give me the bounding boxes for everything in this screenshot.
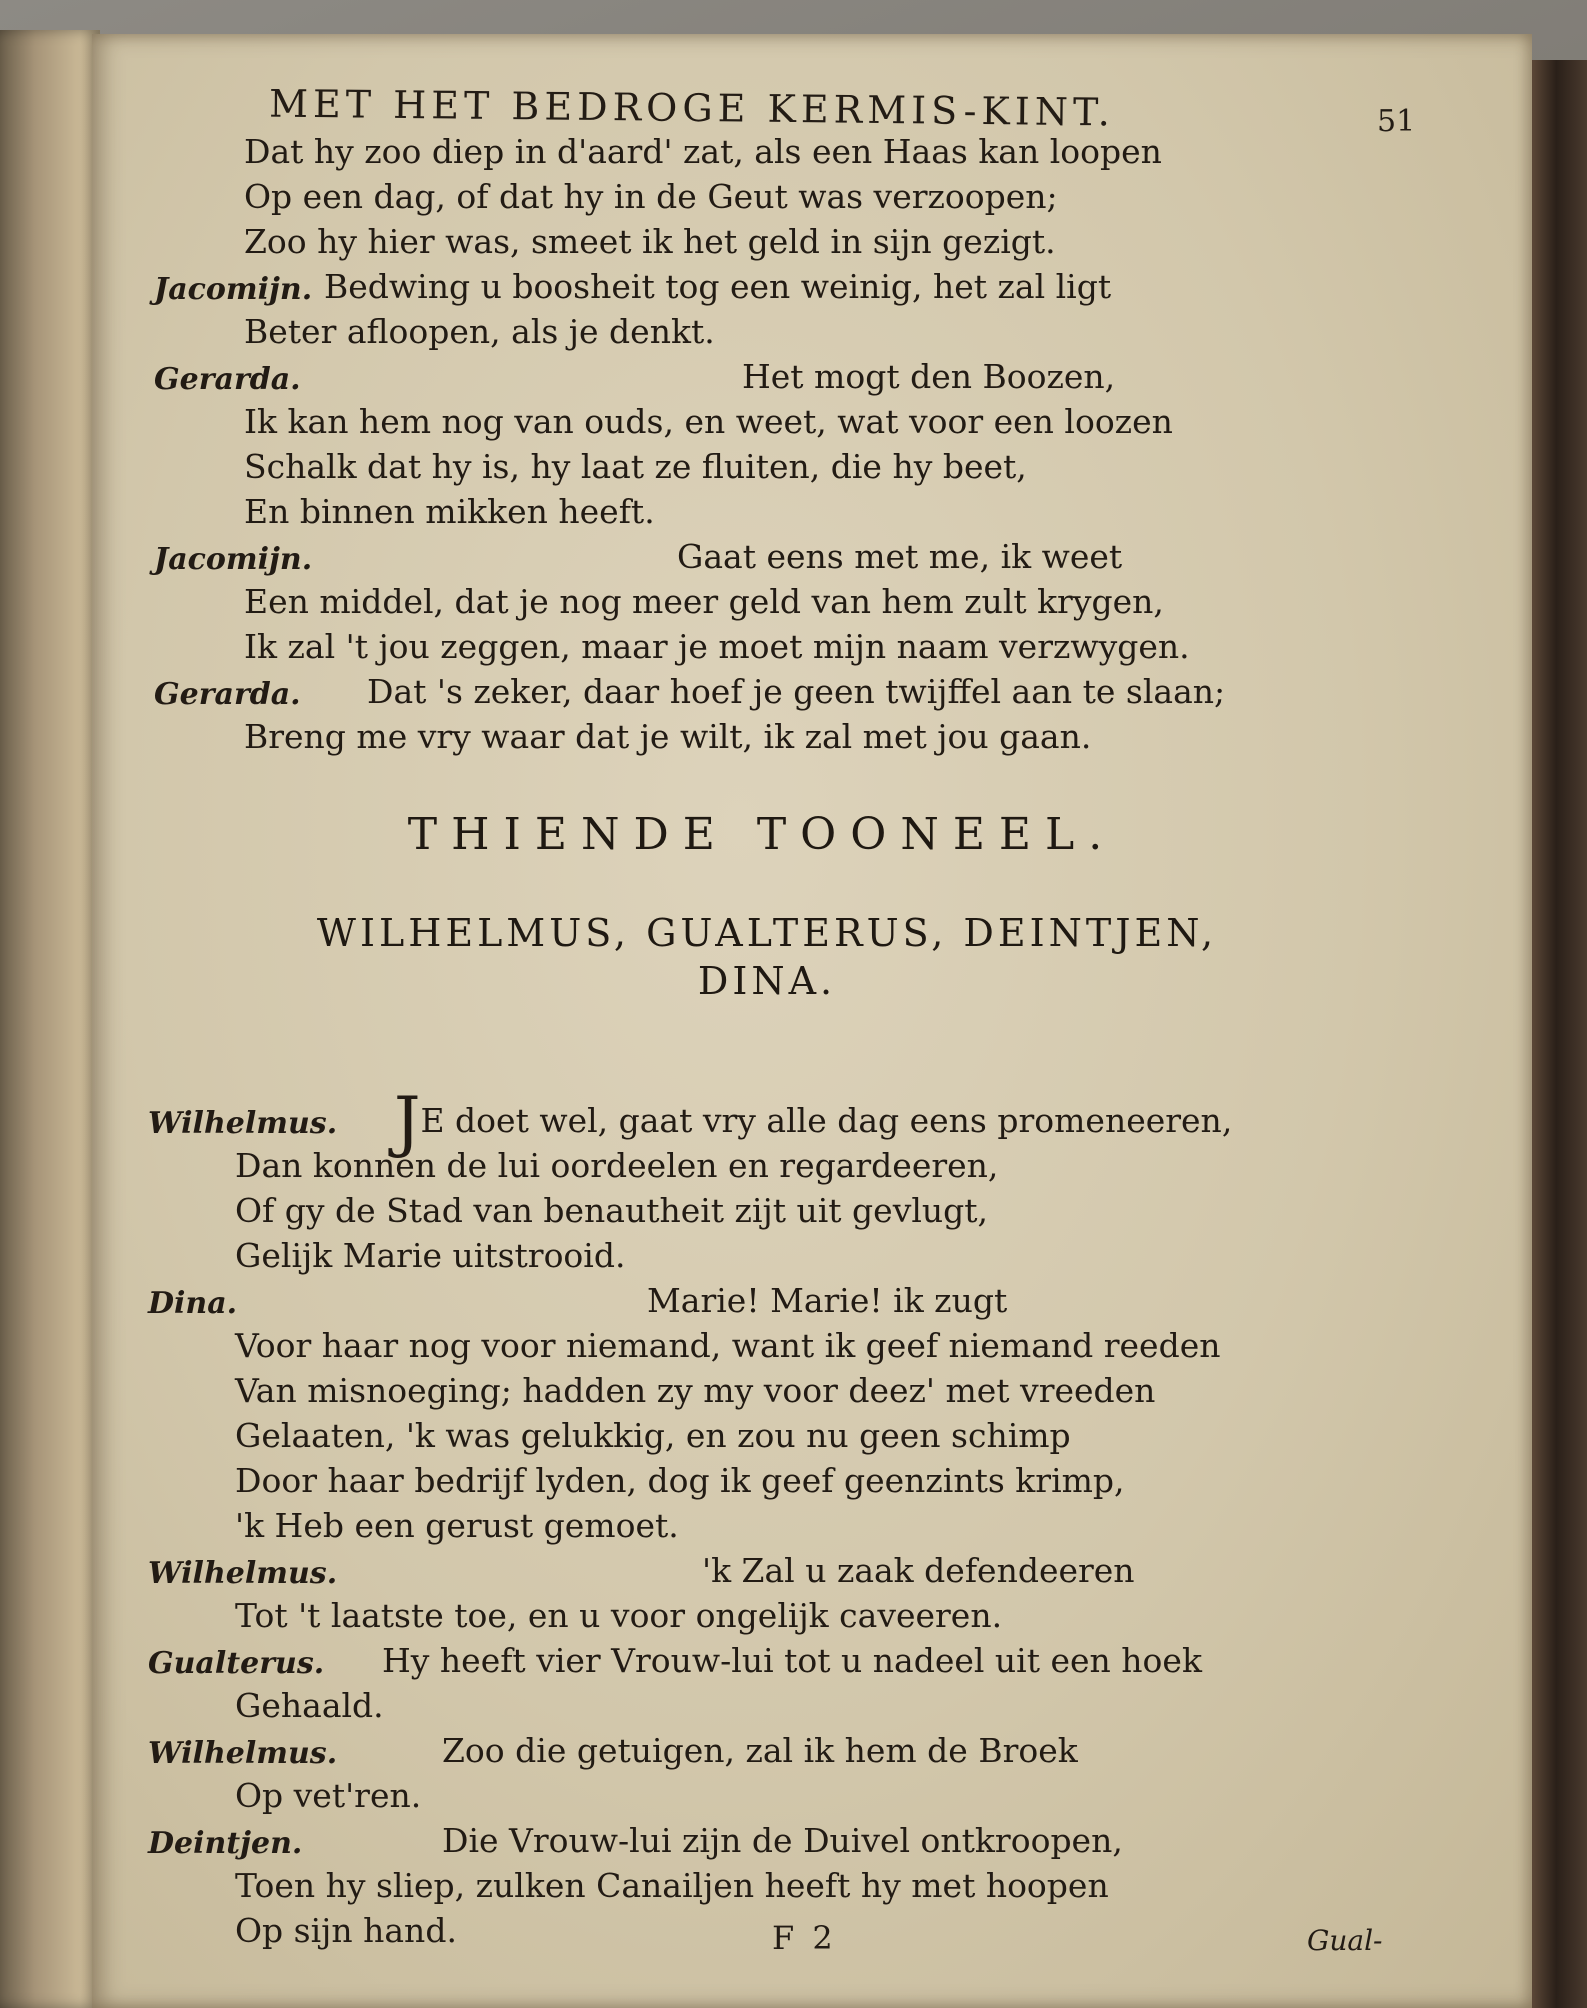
speaker-name: Wilhelmus. [148,1736,338,1771]
speaker-name: Deintjen. [148,1826,303,1861]
verse-line: Dat 's zeker, daar hoef je geen twijffel aan te slaan; [367,672,1226,711]
speaker-name: Jacomijn. [154,272,313,307]
scene-title: THIENDE TOONEEL. [407,809,1117,860]
verse-line-opening [394,1083,1233,1160]
speaker-name: Jacomijn. [154,542,313,577]
speaker-name: Gerarda. [154,362,301,397]
verse-line: Gehaald. [235,1686,384,1725]
cast-list-continued: DINA. [697,959,837,1003]
verse-line: Dat hy zoo diep in d'aard' zat, als een Haas kan loopen [244,132,1162,171]
cast-list: WILHELMUS, GUALTERUS, DEINTJEN, [316,911,1218,955]
page-number: 51 [1377,104,1416,139]
verse-line: Beter afloopen, als je denkt. [244,312,715,351]
speaker-name: Dina. [148,1286,238,1321]
verse-line: En binnen mikken heeft. [244,492,655,531]
verse-line: Het mogt den Boozen, [742,357,1116,396]
verse-line: 'k Zal u zaak defendeeren [702,1551,1135,1590]
book-page [92,34,1532,2008]
verse-line: Toen hy sliep, zulken Canailjen heeft hy met hoopen [235,1866,1109,1905]
verse-line: Die Vrouw-lui zijn de Duivel ontkroopen, [442,1821,1123,1860]
speaker-name: Wilhelmus. [148,1556,338,1591]
verse-line: Ik zal 't jou zeggen, maar je moet mijn naam verzwygen. [244,627,1190,666]
verse-line: Marie! Marie! ik zugt [647,1281,1008,1320]
running-head: MET HET BEDROGE KERMIS-KINT. [268,81,1116,135]
verse-line: Van misnoeging; hadden zy my voor deez' met vreeden [235,1371,1156,1410]
verse-line: Op vet'ren. [235,1776,422,1815]
drop-cap: J [394,1083,421,1160]
verse-line: Dan konnen de lui oordeelen en regardeeren, [235,1146,999,1185]
catchword: Gual- [1307,1924,1383,1957]
verse-line: Hy heeft vier Vrouw-lui tot u nadeel uit een hoek [382,1641,1202,1680]
verse-line: Of gy de Stad van benautheit zijt uit gevlugt, [235,1191,989,1230]
verse-line: Op sijn hand. [235,1911,457,1950]
verse-line: Ik kan hem nog van ouds, en weet, wat voor een loozen [244,402,1173,441]
verse-line: Gelaaten, 'k was gelukkig, en zou nu geen schimp [235,1416,1071,1455]
speaker-name: Wilhelmus. [148,1106,338,1141]
verse-line: E doet wel, gaat vry alle dag eens promeneeren, [420,1101,1233,1140]
verse-line: Bedwing u boosheit tog een weinig, het zal ligt [324,267,1112,306]
verse-line: Op een dag, of dat hy in de Geut was verzoopen; [244,177,1058,216]
verse-line: Breng me vry waar dat je wilt, ik zal met jou gaan. [244,717,1092,756]
verse-line: Voor haar nog voor niemand, want ik geef niemand reeden [235,1326,1221,1365]
verse-line: Zoo hy hier was, smeet ik het geld in sijn gezigt. [244,222,1056,261]
speaker-name: Gualterus. [148,1646,325,1681]
verse-line: Gelijk Marie uitstrooid. [235,1236,626,1275]
verse-line: Tot 't laatste toe, en u voor ongelijk caveeren. [235,1596,1003,1635]
speaker-name: Gerarda. [154,677,301,712]
verse-line: Schalk dat hy is, hy laat ze fluiten, die hy beet, [244,447,1027,486]
verse-line: 'k Heb een gerust gemoet. [235,1506,679,1545]
signature-mark: F 2 [772,1919,837,1957]
verse-line: Door haar bedrijf lyden, dog ik geef geenzints krimp, [235,1461,1125,1500]
left-page-edge [0,30,100,2008]
verse-line: Gaat eens met me, ik weet [677,537,1123,576]
verse-line: Een middel, dat je nog meer geld van hem zult krygen, [244,582,1164,621]
verse-line: Zoo die getuigen, zal ik hem de Broek [442,1731,1078,1770]
